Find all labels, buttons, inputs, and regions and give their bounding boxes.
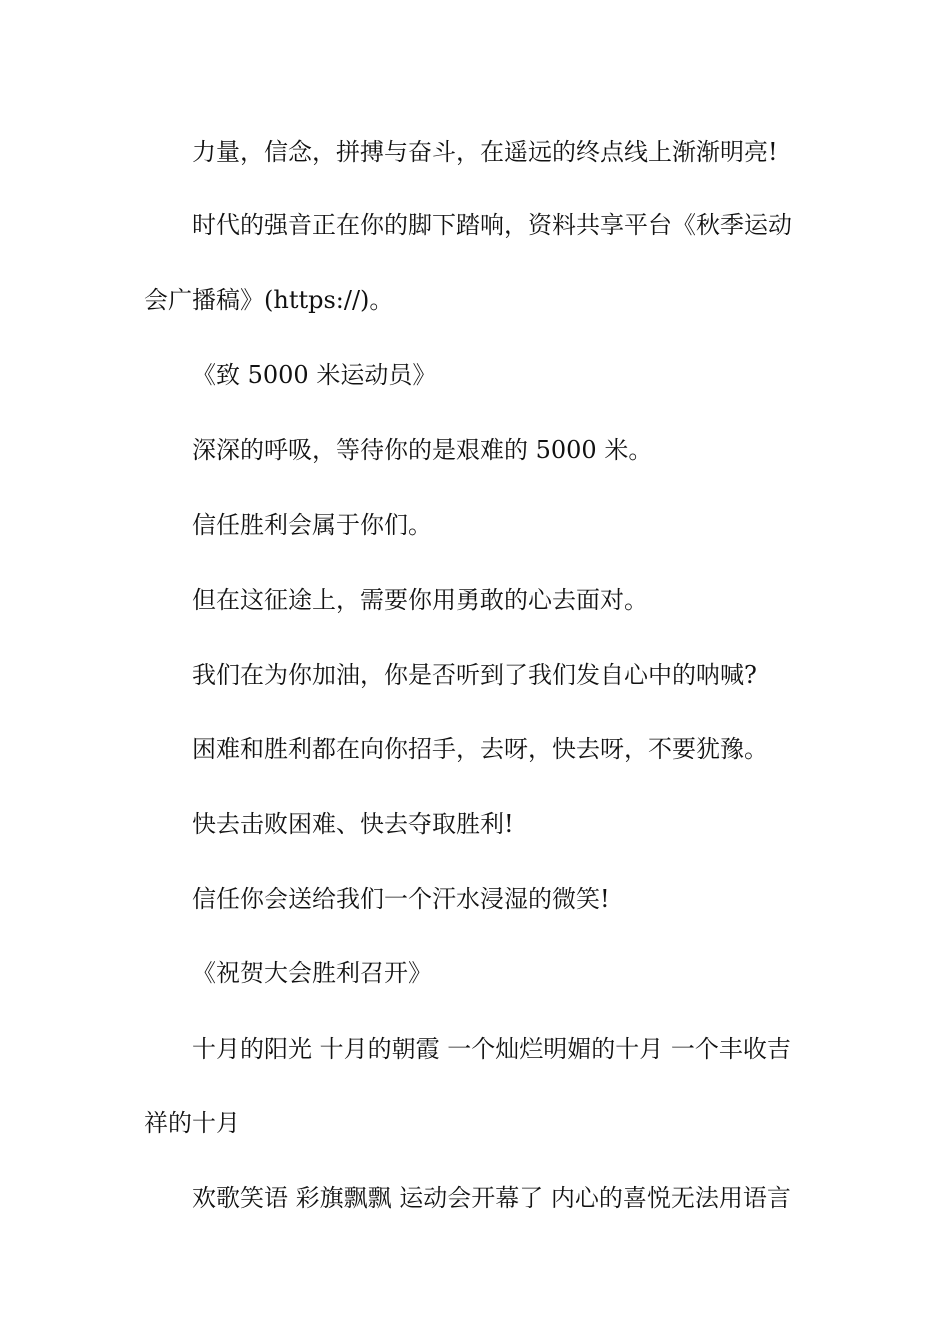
paragraph-line: 但在这征途上，需要你用勇敢的心去面对。 (192, 586, 648, 614)
paragraph-line: 十月的阳光 十月的朝霞 一个灿烂明媚的十月 一个丰收吉 (192, 1035, 791, 1063)
paragraph-line: 会广播稿》(https://)。 (144, 286, 394, 314)
paragraph-line: 时代的强音正在你的脚下踏响，资料共享平台《秋季运动 (192, 211, 792, 239)
paragraph-line: 祥的十月 (144, 1109, 240, 1137)
paragraph-line: 困难和胜利都在向你招手，去呀，快去呀，不要犹豫。 (192, 735, 768, 763)
paragraph-line: 欢歌笑语 彩旗飘飘 运动会开幕了 内心的喜悦无法用语言 (192, 1184, 791, 1212)
paragraph-line: 快去击败困难、快去夺取胜利! (192, 810, 514, 838)
paragraph-line: 信任你会送给我们一个汗水浸湿的微笑! (192, 885, 610, 913)
paragraph-line: 力量，信念，拼搏与奋斗，在遥远的终点线上渐渐明亮! (192, 138, 778, 166)
paragraph-line: 信任胜利会属于你们。 (192, 511, 432, 539)
paragraph-line: 我们在为你加油，你是否听到了我们发自心中的呐喊? (192, 661, 757, 689)
paragraph-line: 深深的呼吸，等待你的是艰难的 5000 米。 (192, 436, 653, 464)
section-title: 《祝贺大会胜利召开》 (192, 959, 432, 987)
section-title: 《致 5000 米运动员》 (192, 361, 437, 389)
